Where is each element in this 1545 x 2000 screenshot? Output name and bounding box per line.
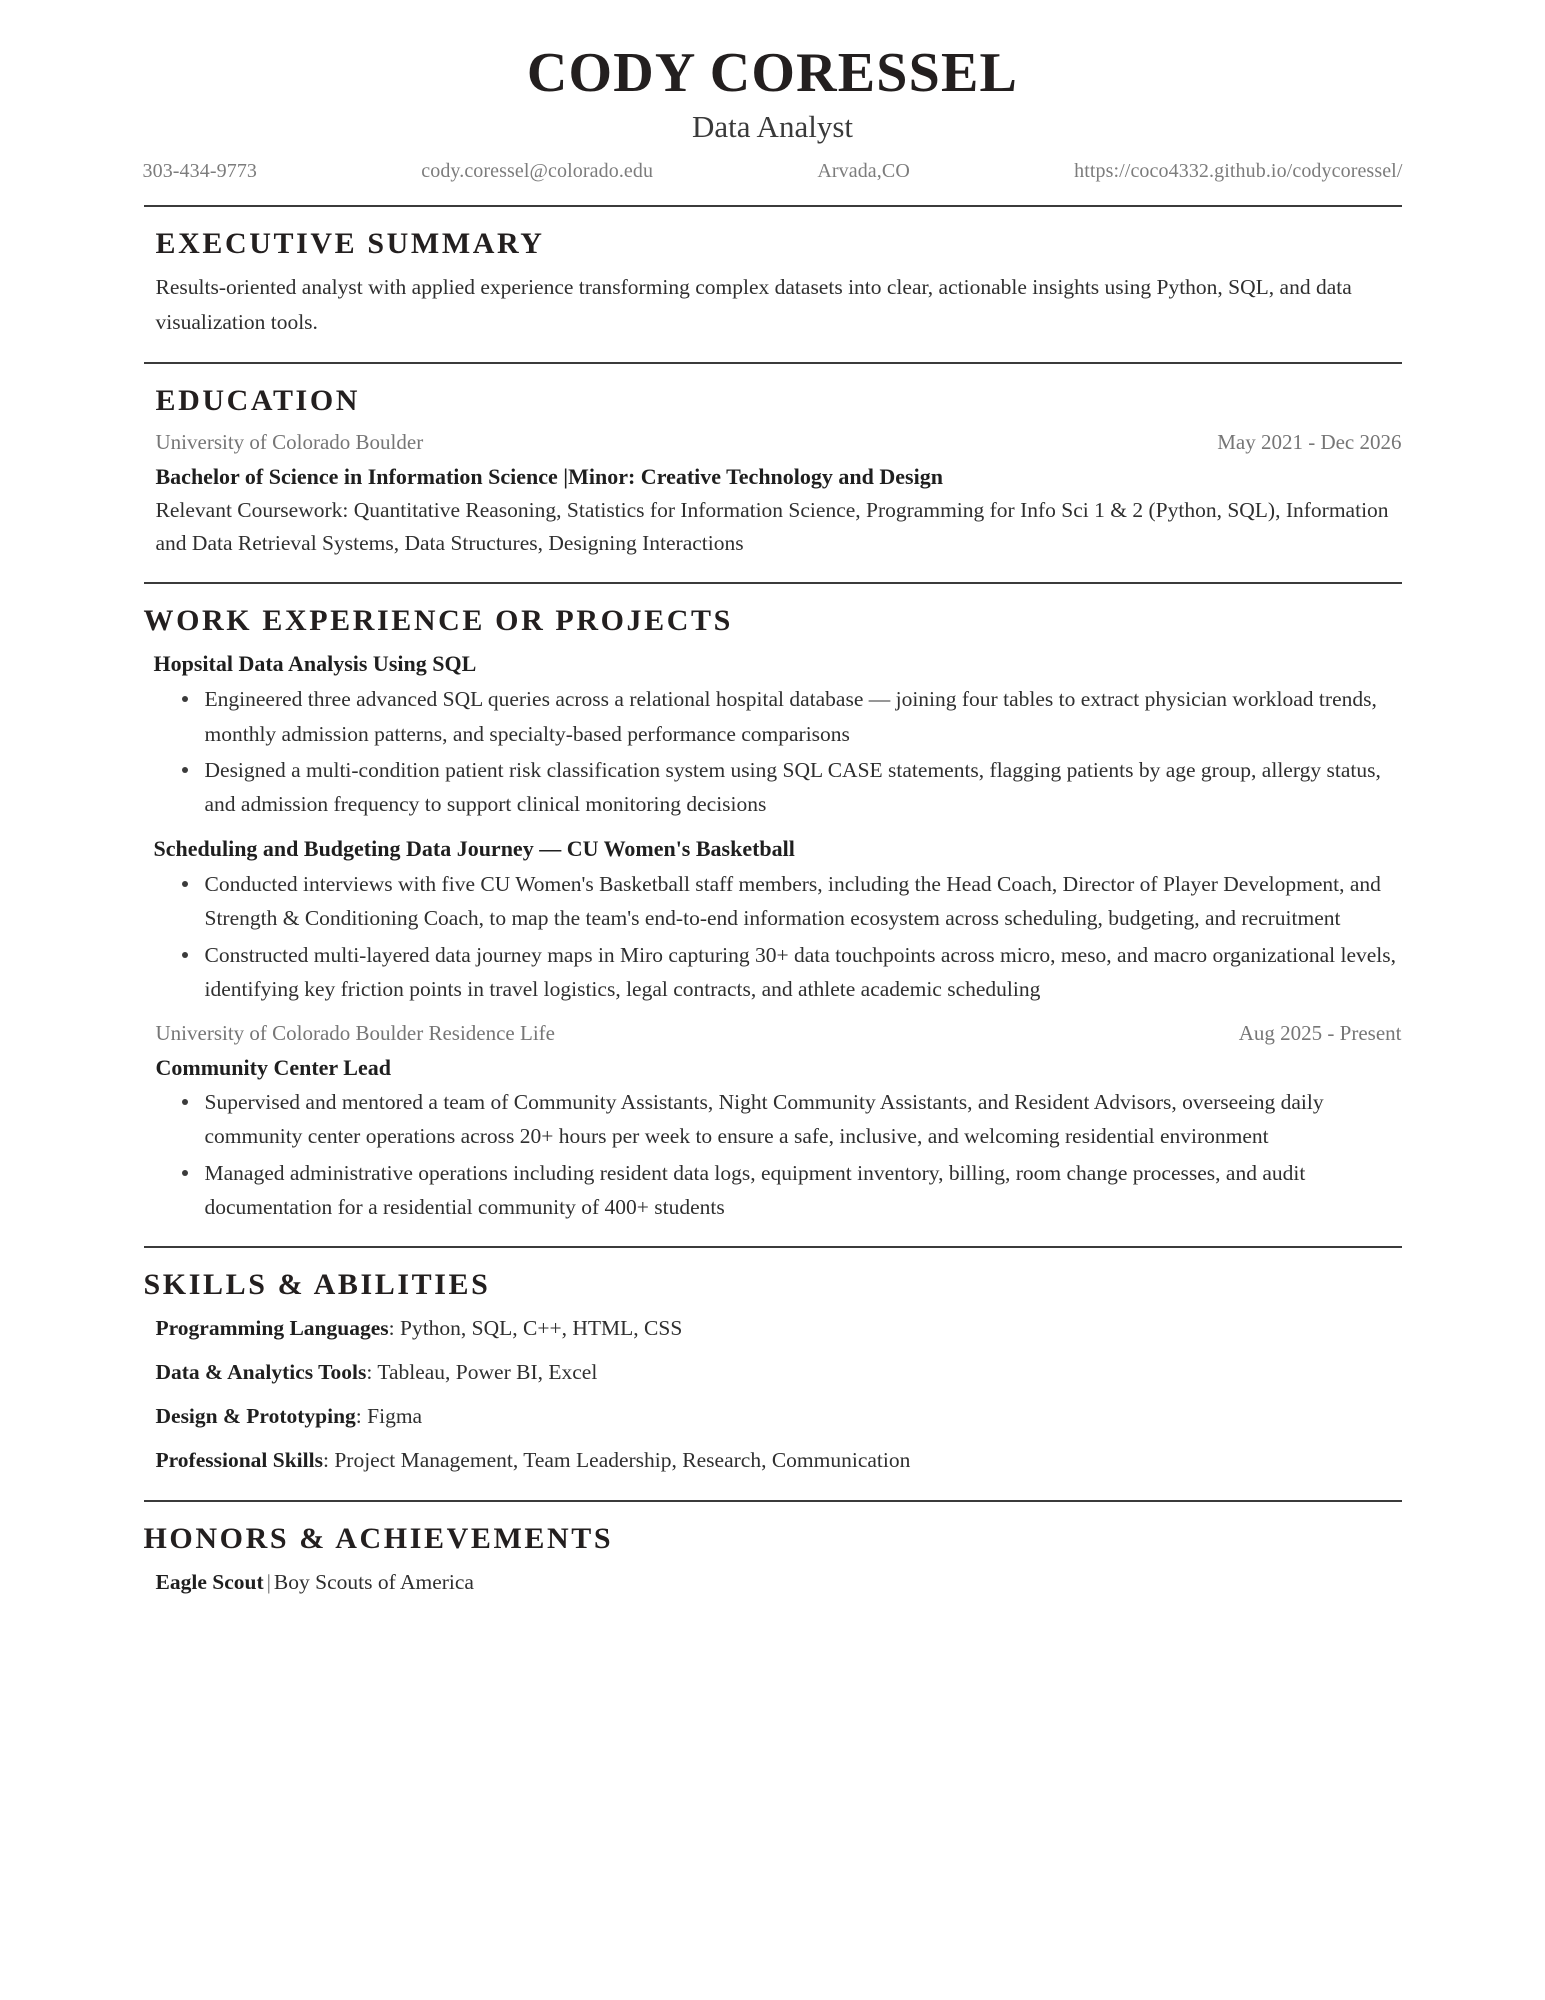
- candidate-title: Data Analyst: [692, 108, 853, 144]
- skill-row: [144, 1311, 1402, 1346]
- experience-item: [144, 1018, 1402, 1224]
- candidate-name: CODY CORESSEL: [526, 42, 1019, 104]
- experience-entry-row: [144, 1018, 1402, 1050]
- experience-role: Community Center Lead: [155, 1054, 391, 1080]
- section-heading-honors: HONORS & ACHIEVEMENTS: [143, 1521, 614, 1555]
- resume-header: [123, 44, 1423, 183]
- list-item: Constructed multi-layered data journey maps in Miro capturing 30+ data touchpoints across micro, meso, and macro organizational levels, identifying key friction points in travel logistics, legal contracts, and athlete academic scheduling: [174, 938, 1402, 1007]
- contact-phone[interactable]: 303-434-9773: [142, 160, 258, 183]
- experience-project-title: Hopsital Data Analysis Using SQL: [153, 651, 477, 677]
- contact-email[interactable]: cody.coressel@colorado.edu: [421, 160, 654, 183]
- education-dates: May 2021 - Dec 2026: [1217, 430, 1402, 455]
- list-item: Designed a multi-condition patient risk classification system using SQL CASE statements, flagging patients by age group, allergy status, and admission frequency to support clinical monitoring decisions: [174, 753, 1402, 822]
- list-item: Managed administrative operations including resident data logs, equipment inventory, billing, room change processes, and audit documentation for a residential community of 400+ students: [174, 1156, 1402, 1225]
- experience-dates: Aug 2025 - Present: [1238, 1021, 1402, 1046]
- section-experience: [144, 604, 1402, 1224]
- honor-row: [144, 1565, 1402, 1599]
- skill-value: Tableau, Power BI, Excel: [377, 1360, 598, 1385]
- skill-value: Python, SQL, C++, HTML, CSS: [399, 1316, 683, 1341]
- section-heading-education: EDUCATION: [155, 384, 361, 418]
- skill-label: Design & Prototyping: [155, 1404, 356, 1429]
- section-heading-experience: WORK EXPERIENCE OR PROJECTS: [143, 604, 733, 638]
- education-coursework: Relevant Coursework: Quantitative Reasoning, Statistics for Information Science, Programming for Info Sci 1 & 2 (Python, SQL), Information and Data Retrieval Systems, Data Structures, Designing Interactions: [155, 497, 1389, 555]
- skill-value: Project Management, Team Leadership, Research, Communication: [334, 1447, 911, 1472]
- skill-label: Programming Languages: [155, 1316, 389, 1341]
- skill-label: Data & Analytics Tools: [155, 1360, 367, 1385]
- section-skills: [144, 1268, 1402, 1477]
- skill-colon: :: [355, 1404, 368, 1429]
- divider-above-education: [144, 362, 1402, 364]
- skill-colon: :: [388, 1316, 400, 1341]
- divider-above-experience: [144, 582, 1402, 584]
- honor-name: Eagle Scout: [155, 1569, 264, 1594]
- education-degree: Bachelor of Science in Information Science |Minor: Creative Technology and Design: [155, 463, 943, 489]
- skill-colon: :: [322, 1447, 335, 1472]
- divider-above-honors: [144, 1500, 1402, 1502]
- section-education: [144, 384, 1402, 560]
- section-heading-skills: SKILLS & ABILITIES: [143, 1268, 491, 1302]
- honor-separator: |: [266, 1569, 271, 1594]
- experience-bullet-list: [144, 682, 1402, 822]
- education-school: University of Colorado Boulder: [155, 430, 424, 455]
- list-item: Conducted interviews with five CU Women's Basketball staff members, including the Head Coach, Director of Player Development, and Strength & Conditioning Coach, to map the team's end-to-end information ecosystem across scheduling, budgeting, and recruitment: [174, 867, 1402, 936]
- experience-item: [144, 832, 1402, 1007]
- divider-above-summary: [144, 205, 1402, 207]
- skill-row: [144, 1399, 1402, 1434]
- education-entry-row: [144, 427, 1402, 459]
- contact-row: [123, 160, 1423, 183]
- experience-org: University of Colorado Boulder Residence Life: [155, 1021, 555, 1046]
- section-executive-summary: [144, 227, 1402, 340]
- section-heading-executive-summary: EXECUTIVE SUMMARY: [155, 227, 545, 261]
- list-item: Engineered three advanced SQL queries across a relational hospital database — joining four tables to extract physician workload trends, monthly admission patterns, and specialty-based performance comparisons: [174, 682, 1402, 751]
- contact-location: Arvada,CO: [817, 160, 910, 183]
- skill-row: [144, 1443, 1402, 1478]
- executive-summary-text: Results-oriented analyst with applied experience transforming complex datasets into clear, actionable insights using Python, SQL, and data visualization tools.: [155, 275, 1352, 335]
- list-item: Supervised and mentored a team of Community Assistants, Night Community Assistants, and Resident Advisors, overseeing daily community center operations across 20+ hours per week to ensure a safe, inclusive, and welcoming residential environment: [174, 1085, 1402, 1154]
- honor-detail: Boy Scouts of America: [273, 1569, 474, 1594]
- divider-above-skills: [144, 1246, 1402, 1248]
- skill-colon: :: [366, 1360, 378, 1385]
- experience-bullet-list: [144, 1085, 1402, 1225]
- experience-project-title: Scheduling and Budgeting Data Journey — CU Women's Basketball: [153, 835, 795, 861]
- skill-label: Professional Skills: [155, 1447, 323, 1472]
- experience-bullet-list: [144, 867, 1402, 1007]
- experience-item: [144, 647, 1402, 822]
- skill-value: Figma: [367, 1404, 423, 1429]
- section-honors: [144, 1522, 1402, 1599]
- skill-row: [144, 1355, 1402, 1390]
- contact-website[interactable]: https://coco4332.github.io/codycoressel/: [1074, 160, 1403, 183]
